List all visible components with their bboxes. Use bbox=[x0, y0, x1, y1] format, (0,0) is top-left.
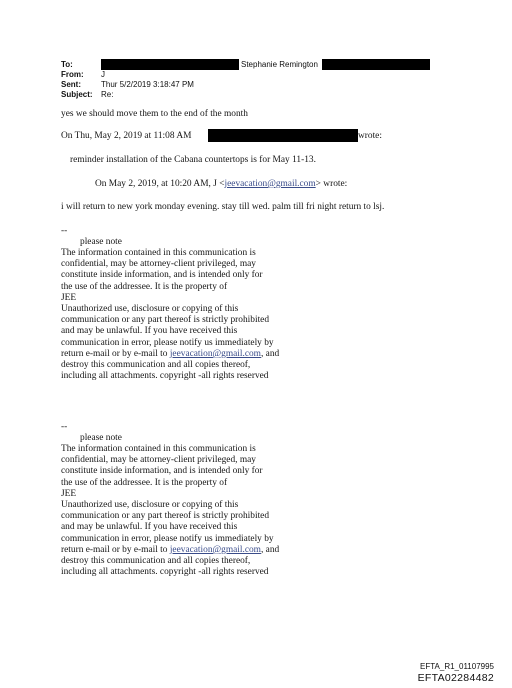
email-link[interactable]: jeevacation@gmail.com bbox=[169, 348, 261, 359]
reminder-text: reminder installation of the Cabana countertops is for May 11-13. bbox=[70, 155, 316, 165]
from-value: J bbox=[101, 70, 105, 79]
document-id-2: EFTA02284482 bbox=[417, 672, 494, 684]
from-label: From: bbox=[61, 70, 84, 79]
subject-value: Re: bbox=[101, 90, 114, 99]
quote-header-1-suffix: wrote: bbox=[358, 131, 382, 141]
redaction-bar bbox=[322, 59, 430, 70]
to-label: To: bbox=[61, 60, 73, 69]
subject-label: Subject: bbox=[61, 90, 93, 99]
signature-separator: -- bbox=[61, 226, 68, 236]
redaction-bar bbox=[208, 129, 358, 142]
sent-value: Thur 5/2/2019 3:18:47 PM bbox=[101, 80, 194, 89]
document-id-1: EFTA_R1_01107995 bbox=[420, 662, 494, 671]
reply-text: yes we should move them to the end of the month bbox=[61, 109, 248, 119]
notice-heading: please note bbox=[80, 237, 122, 247]
message-text: i will return to new york monday evening. stay till wed. palm till fri night return to lsj. bbox=[61, 202, 385, 212]
signature-separator: -- bbox=[61, 422, 68, 432]
quote-header-1: On Thu, May 2, 2019 at 11:08 AM bbox=[61, 131, 192, 141]
confidentiality-notice: The information contained in this communication is confidential, may be attorney-client privileged, may constitute inside information, and is intended only for the use of the addressee. It is the property of JEE Unauthorized use, disclosure or copying of this communication or any part thereof is strictly prohibited and may be unlawful. If you have received this communication in error, please notify us immediately by return e-mail or by e-mail to jeevacation@gmail.com, and destroy this communication and all copies thereof, including all attachments. copyright -all rights reserved bbox=[61, 444, 280, 578]
redaction-bar bbox=[101, 59, 239, 70]
email-link[interactable]: jeevacation@gmail.com bbox=[169, 544, 261, 555]
email-link[interactable]: jeevacation@gmail.com bbox=[224, 179, 316, 189]
quote-header-2: On May 2, 2019, at 10:20 AM, J <jeevacation@gmail.com> wrote: bbox=[95, 179, 348, 189]
to-value: Stephanie Remington bbox=[241, 60, 318, 69]
notice-heading: please note bbox=[80, 433, 122, 443]
sent-label: Sent: bbox=[61, 80, 81, 89]
confidentiality-notice: The information contained in this communication is confidential, may be attorney-client privileged, may constitute inside information, and is intended only for the use of the addressee. It is the property of JEE Unauthorized use, disclosure or copying of this communication or any part thereof is strictly prohibited and may be unlawful. If you have received this communication in error, please notify us immediately by return e-mail or by e-mail to jeevacation@gmail.com, and destroy this communication and all copies thereof, including all attachments. copyright -all rights reserved bbox=[61, 248, 280, 382]
